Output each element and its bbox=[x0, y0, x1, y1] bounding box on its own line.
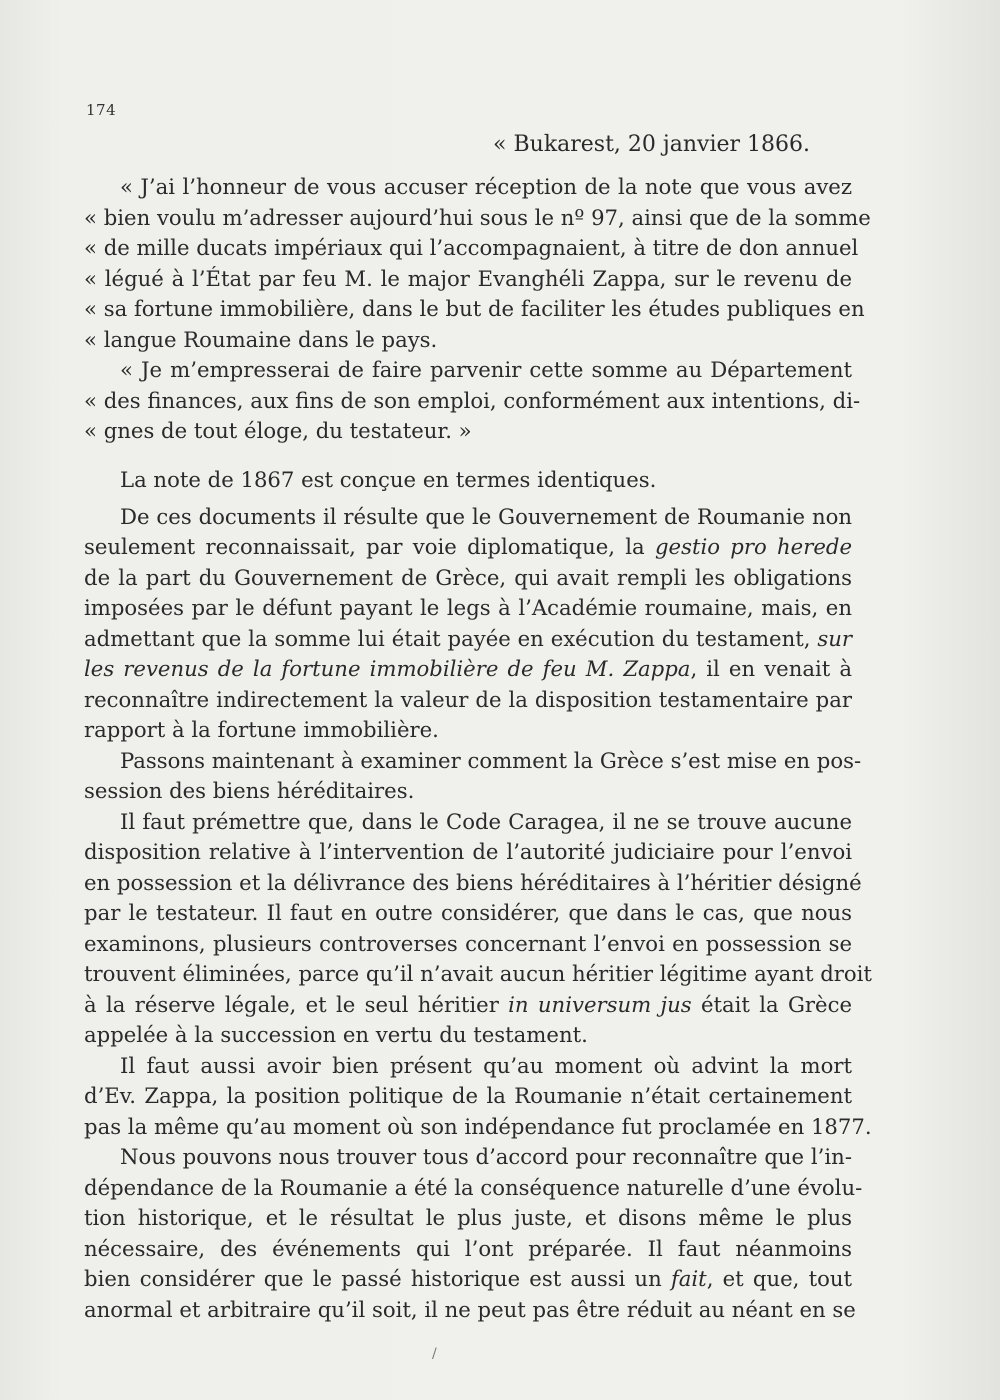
text-line: « légué à l’État par feu M. le major Evanghéli Zappa, sur le revenu de bbox=[84, 265, 852, 291]
text-line: « gnes de tout éloge, du testateur. » bbox=[84, 418, 472, 443]
text-line: nécessaire, des événements qui l’ont préparée. Il faut néanmoins bbox=[84, 1235, 852, 1261]
text-line: d’Ev. Zappa, la position politique de la Roumanie n’était certainement bbox=[84, 1083, 852, 1108]
italic-phrase: in universum jus bbox=[508, 991, 692, 1017]
italic-phrase: fait bbox=[670, 1266, 707, 1291]
paragraph bbox=[84, 746, 862, 807]
paragraph bbox=[84, 1142, 863, 1325]
letter-dateline: « Bukarest, 20 janvier 1866. bbox=[493, 132, 810, 157]
text-line: bien considérer que le passé historique est aussi un fait, et que, tout bbox=[84, 1266, 853, 1291]
text-line: pas la même qu’au moment où son indépendance fut proclamée en 1877. bbox=[84, 1113, 872, 1139]
text-line: tion historique, et le résultat le plus juste, et disons même le plus bbox=[84, 1205, 852, 1230]
text-line: La note de 1867 est conçue en termes identiques. bbox=[120, 467, 657, 492]
text-line: trouvent éliminées, parce qu’il n’avait aucun héritier légitime ayant droit bbox=[84, 961, 872, 986]
text-line: « langue Roumaine dans le pays. bbox=[84, 326, 438, 352]
text-line: anormal et arbitraire qu’il soit, il ne peut pas être réduit au néant en se bbox=[84, 1296, 856, 1322]
text-line: dépendance de la Roumanie a été la conséquence naturelle d’une évolu- bbox=[84, 1174, 863, 1200]
text-line: à la réserve légale, et le seul héritier in universum jus était la Grèce bbox=[84, 991, 852, 1017]
text-line: session des biens héréditaires. bbox=[84, 778, 415, 803]
text-line: « J’ai l’honneur de vous accuser réception de la note que vous avez bbox=[120, 174, 852, 199]
text-line: rapport à la fortune immobilière. bbox=[84, 717, 439, 742]
paragraph bbox=[84, 502, 852, 746]
paragraph bbox=[84, 807, 872, 1051]
text-line: les revenus de la fortune immobilière de feu M. Zappa, il en venait à bbox=[84, 656, 852, 681]
text-line: disposition relative à l’intervention de l’autorité judiciaire pour l’envoi bbox=[84, 839, 852, 864]
text-line: « Je m’empresserai de faire parvenir cette somme au Département bbox=[120, 357, 852, 382]
paragraph bbox=[84, 1051, 872, 1143]
text-line: de la part du Gouvernement de Grèce, qui avait rempli les obligations bbox=[84, 564, 852, 590]
text-line: Nous pouvons nous trouver tous d’accord pour reconnaître que l’in- bbox=[120, 1144, 852, 1169]
quoted-letter bbox=[84, 172, 871, 447]
text-line: « de mille ducats impériaux qui l’accompagnaient, à titre de don annuel bbox=[84, 235, 859, 260]
text-line: admettant que la somme lui était payée en exécution du testament, sur bbox=[84, 625, 852, 651]
paragraph bbox=[84, 465, 852, 496]
page-number: 174 bbox=[86, 101, 117, 119]
text-line: en possession et la délivrance des biens héréditaires à l’héritier désigné bbox=[84, 869, 862, 895]
text-line: Il faut prémettre que, dans le Code Caragea, il ne se trouve aucune bbox=[120, 808, 852, 834]
text-line: appelée à la succession en vertu du testament. bbox=[84, 1022, 588, 1047]
text-line: « des finances, aux fins de son emploi, conformément aux intentions, di- bbox=[84, 387, 861, 413]
quote-paragraph bbox=[84, 355, 861, 447]
text-line: Il faut aussi avoir bien présent qu’au moment où advint la mort bbox=[120, 1052, 852, 1078]
margin-mark: / bbox=[432, 1346, 437, 1362]
text-line: Passons maintenant à examiner comment la Grèce s’est mise en pos- bbox=[120, 747, 862, 773]
italic-phrase: les revenus de la fortune immobilière de feu M. Zappa bbox=[84, 656, 691, 681]
italic-phrase: gestio pro herede bbox=[654, 534, 852, 559]
text-line: De ces documents il résulte que le Gouvernement de Roumanie non bbox=[120, 503, 852, 529]
italic-phrase: sur bbox=[817, 625, 852, 651]
body-text bbox=[84, 465, 872, 1325]
text-line: imposées par le défunt payant le legs à l’Académie roumaine, mais, en bbox=[84, 595, 852, 620]
text-line: reconnaître indirectement la valeur de la disposition testamentaire par bbox=[84, 686, 852, 712]
text-line: par le testateur. Il faut en outre considérer, que dans le cas, que nous bbox=[84, 900, 852, 925]
quote-paragraph bbox=[84, 172, 871, 355]
text-line: seulement reconnaissait, par voie diplomatique, la gestio pro herede bbox=[84, 534, 852, 559]
text-line: « sa fortune immobilière, dans le but de faciliter les études publiques en bbox=[84, 296, 865, 321]
text-line: examinons, plusieurs controverses concernant l’envoi en possession se bbox=[84, 930, 852, 956]
text-line: « bien voulu m’adresser aujourd’hui sous le nº 97, ainsi que de la somme bbox=[84, 204, 871, 230]
